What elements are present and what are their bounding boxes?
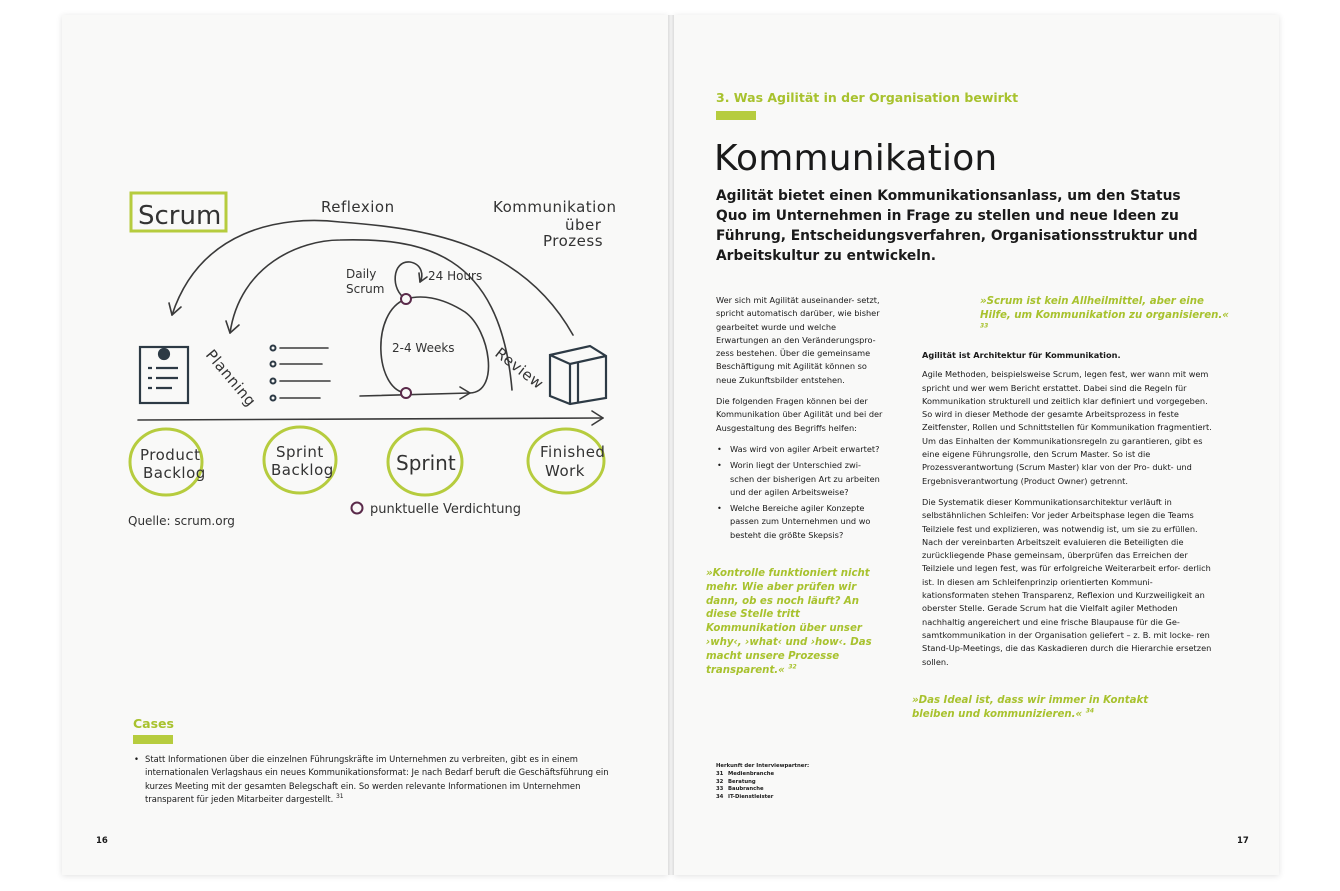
cases-bar bbox=[133, 735, 173, 744]
ueber-label: über bbox=[565, 216, 602, 234]
list-icon bbox=[271, 346, 276, 401]
source-row: 34 IT-Dienstleister bbox=[716, 794, 774, 801]
node-backlog-label: Backlog bbox=[143, 464, 206, 482]
book-gutter bbox=[668, 15, 674, 875]
source-row: 33 Baubranche bbox=[716, 786, 764, 793]
node-product-label: Product bbox=[140, 446, 201, 464]
page-number-left: 16 bbox=[96, 836, 108, 846]
source-label: Quelle: scrum.org bbox=[128, 514, 235, 528]
finished-work-node bbox=[528, 429, 604, 493]
daily-loop bbox=[395, 262, 422, 299]
reflexion-label: Reflexion bbox=[321, 198, 395, 216]
quote-ref: 32 bbox=[788, 663, 797, 671]
chapter-bar bbox=[716, 111, 756, 120]
pull-quote: »Scrum ist kein Allheilmittel, aber eine Hilfe, um Kommunikation zu organisieren.« $^{33}$ bbox=[980, 296, 1229, 330]
timeline-arrow bbox=[138, 418, 603, 420]
pull-quote: »Das Ideal ist, dass wir immer in Kontakt bleiben und kommunizieren.« $^{34}$ bbox=[912, 695, 1149, 720]
node-finished-label: Finished bbox=[540, 443, 606, 461]
prozess-label: Prozess bbox=[543, 232, 604, 250]
pull-quote: »Kontrolle funktioniert nicht mehr. Wie aber prüfen wir dann, ob es noch läuft? An diese Stelle tritt Kommunikation über unser ›why‹, ›what‹ und ›how‹. Das macht unsere Prozesse transparent.« $^{32}$ bbox=[706, 568, 872, 676]
scrum-label: Scrum bbox=[346, 282, 385, 296]
paragraph: Die Systematik dieser Kommunikationsarchitektur verläuft in selbstähnlichen Schleifen: Vor jeder Arbeitsphase legen die Teams Teilziele fest und explizieren, was notwendig ist, um sie zu erfüllen. Nach der vereinbarten Arbeitszeit evaluieren die Beteiligten die zurückliegende Phase gemeinsam, überprüfen das Erreichen der Teilziele und legen fest, was für erfolgreiche Weiterarbeit erfor- derlich ist. In diesen am Schleifenprinzip orientierten Kommuni- kationsformaten stehen Transparenz, Reflexion und Kurzweiligkeit an oberster Stelle. Gerade Scrum hat die Vielfalt agiler Methoden nachhaltig angereichert und eine frische Blaupause für die Ge- samtkommunikation in der Organisation geliefert – z. B. mit locke- ren Stand-Up-Meetings, die das Kaskadieren durch die Hierarchie ersetzen sollen. bbox=[922, 496, 1212, 667]
page-number-right: 17 bbox=[1237, 836, 1249, 846]
package-icon bbox=[550, 346, 606, 404]
review-label: Review bbox=[491, 343, 548, 393]
planning-label: Planning bbox=[201, 346, 260, 411]
sprint-point bbox=[401, 388, 411, 398]
section-heading: Agilität ist Architektur für Kommunikation. bbox=[922, 350, 1121, 360]
list-item: • Worin liegt der Unterschied zwi- schen der bisherigen Art zu arbeiten und der agilen Arbeitsweise? bbox=[716, 459, 886, 499]
clipboard-icon bbox=[140, 347, 188, 403]
cases-list bbox=[134, 753, 614, 807]
quote-ref: 33 bbox=[980, 322, 989, 330]
list-item: • Was wird von agiler Arbeit erwartet? bbox=[716, 443, 886, 456]
node-sprint-main-label: Sprint bbox=[396, 451, 456, 475]
hours-label: 24 Hours bbox=[428, 269, 483, 283]
daily-point bbox=[401, 294, 411, 304]
case-ref: 31 bbox=[335, 793, 344, 801]
list-item: • Welche Bereiche agiler Konzepte passen zum Unternehmen und wo besteht die größte Skepsis? bbox=[716, 502, 886, 542]
kommunikation-label: Kommunikation bbox=[493, 198, 617, 216]
case-item: • Statt Informationen über die einzelnen Führungskräfte im Unternehmen zu verbreiten, gibt es in einem internationalen Verlagshaus ein neues Kommunikationsformat: Je nach Bedarf beruft die Geschäftsführung ein kurzes Meeting mit der gesamten Belegschaft ein. So werden relevante Informationen im Unternehmen transparent für jeden Mitarbeiter dargestellt. $^{31}$ bbox=[134, 753, 614, 807]
legend-point bbox=[352, 503, 363, 514]
right-column bbox=[922, 349, 1212, 677]
lead-paragraph: Agilität bietet einen Kommunikationsanlass, um den Status Quo im Unternehmen in Frage zu stellen und neue Ideen zu Führung, Entscheidungsverfahren, Organisationsstruktur und Arbeitskultur zu entwickeln. bbox=[716, 188, 1198, 264]
weeks-label: 2-4 Weeks bbox=[392, 341, 455, 355]
source-row: 32 Beratung bbox=[716, 778, 756, 785]
scrum-title: Scrum bbox=[138, 201, 222, 231]
sources-title: Herkunft der Interviewpartner: bbox=[716, 763, 810, 769]
paragraph: Agile Methoden, beispielsweise Scrum, legen fest, wer wann mit wem spricht und wer wem Bericht erstattet. Dabei sind die Regeln für Kommunikation strukturell und zeitlich klar definiert und vorgegeben. So wird in dieser Methode der gesamte Arbeitsprozess in feste Zeitfenster, Rollen und Schnittstellen für Kommunikation fragmentiert. Um das Einhalten der Kommunikationsregeln zu garantieren, gibt es eine eigene Führungsrolle, den Scrum Master. So ist die Prozessverantwortung (Scrum Master) klar von der Pro- dukt- und Ergebnisverantwortung (Product Owner) getrennt. bbox=[922, 369, 1212, 486]
page-title: Kommunikation bbox=[714, 138, 998, 179]
legend-label: punktuelle Verdichtung bbox=[370, 502, 522, 517]
source-row: 31 Medienbranche bbox=[716, 770, 775, 777]
question-list bbox=[716, 443, 886, 542]
node-work-label: Work bbox=[545, 462, 585, 480]
quote-ref: 34 bbox=[1085, 707, 1095, 715]
left-column bbox=[716, 294, 886, 550]
paragraph: Wer sich mit Agilität auseinander- setzt, spricht automatisch darüber, wie bisher gearbeitet wurde und welche Erwartungen an den Veränderungspro- zess bestehen. Über die gemeinsame Beschäftigung mit Agilität können so neue Zukunftsbilder entstehen. bbox=[716, 295, 880, 385]
cases-title: Cases bbox=[133, 716, 174, 731]
node-sprint-label: Sprint bbox=[276, 443, 324, 461]
daily-label: Daily bbox=[346, 267, 377, 281]
chapter-title: 3. Was Agilität in der Organisation bewirkt bbox=[716, 90, 1019, 105]
node-sprint-backlog-label: Backlog bbox=[271, 461, 334, 479]
interview-sources bbox=[716, 763, 809, 802]
scrum-diagram bbox=[62, 15, 668, 555]
paragraph: Die folgenden Fragen können bei der Kommunikation über Agilität und bei der Ausgestaltung des Begriffs helfen: bbox=[716, 396, 883, 433]
